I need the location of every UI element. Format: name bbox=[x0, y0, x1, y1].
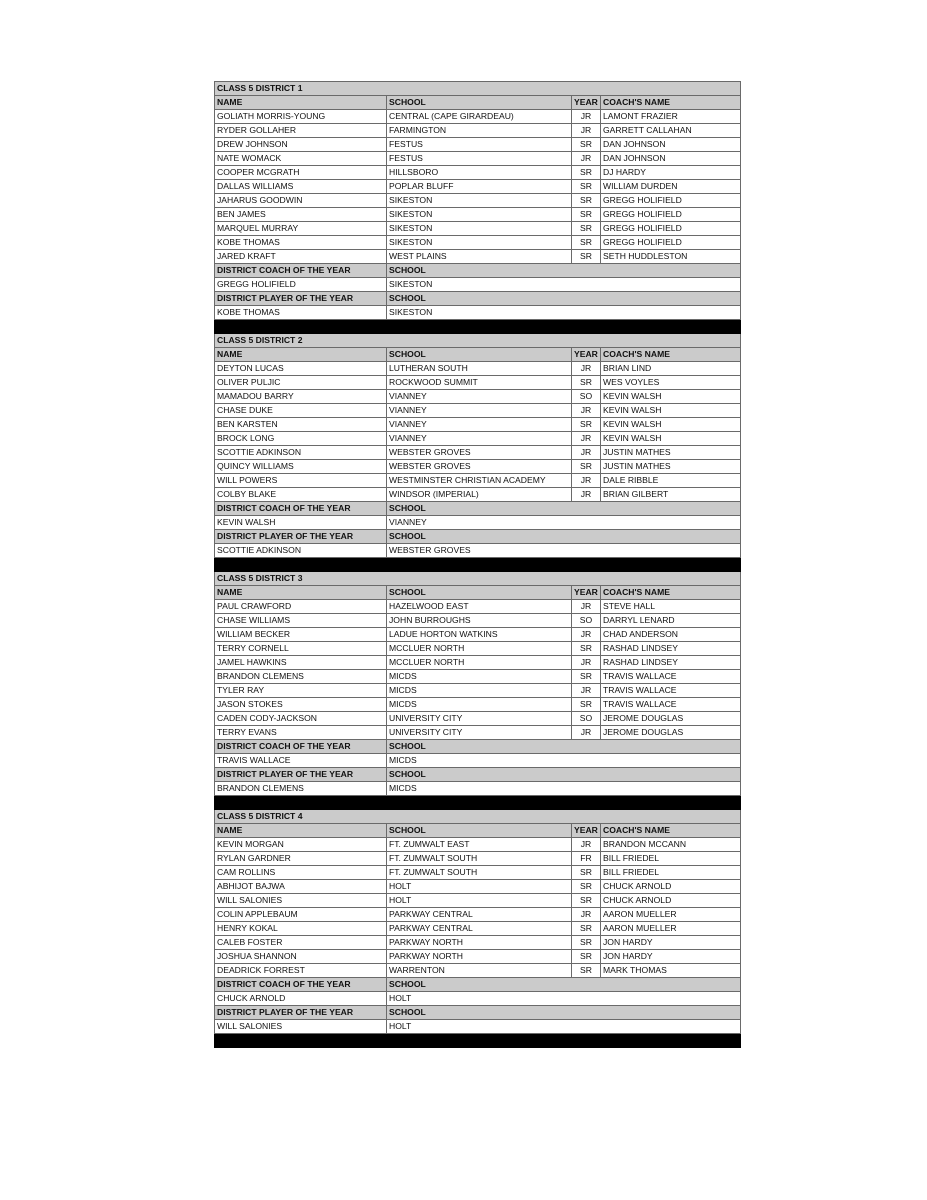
player-coach: SETH HUDDLESTON bbox=[601, 250, 741, 264]
player-name: BROCK LONG bbox=[215, 432, 387, 446]
divider-bar bbox=[215, 796, 741, 810]
coach-of-year-row bbox=[215, 516, 741, 530]
table-row bbox=[215, 964, 741, 978]
player-of-year-row bbox=[215, 1020, 741, 1034]
player-coach: KEVIN WALSH bbox=[601, 432, 741, 446]
table-row bbox=[215, 138, 741, 152]
section-divider bbox=[215, 796, 741, 810]
table-row bbox=[215, 642, 741, 656]
header-year: YEAR bbox=[572, 96, 601, 110]
player-name: CADEN CODY-JACKSON bbox=[215, 712, 387, 726]
player-year: SR bbox=[572, 642, 601, 656]
player-name: KEVIN MORGAN bbox=[215, 838, 387, 852]
player-coach: KEVIN WALSH bbox=[601, 404, 741, 418]
player-school: FESTUS bbox=[387, 138, 572, 152]
player-name: CHASE WILLIAMS bbox=[215, 614, 387, 628]
player-name: COLIN APPLEBAUM bbox=[215, 908, 387, 922]
player-of-year-school: WEBSTER GROVES bbox=[387, 544, 741, 558]
player-school: LUTHERAN SOUTH bbox=[387, 362, 572, 376]
player-name: WILL POWERS bbox=[215, 474, 387, 488]
player-name: WILLIAM BECKER bbox=[215, 628, 387, 642]
player-school: HILLSBORO bbox=[387, 166, 572, 180]
player-year: SR bbox=[572, 698, 601, 712]
table-row bbox=[215, 250, 741, 264]
player-of-year-school: SIKESTON bbox=[387, 306, 741, 320]
player-year: JR bbox=[572, 488, 601, 502]
district-title: CLASS 5 DISTRICT 4 bbox=[215, 810, 741, 824]
player-year: SR bbox=[572, 236, 601, 250]
table-row bbox=[215, 656, 741, 670]
header-year: YEAR bbox=[572, 824, 601, 838]
player-year: SR bbox=[572, 418, 601, 432]
coach-of-year-school: VIANNEY bbox=[387, 516, 741, 530]
coach-of-year-school: MICDS bbox=[387, 754, 741, 768]
player-name: DALLAS WILLIAMS bbox=[215, 180, 387, 194]
player-coach: GREGG HOLIFIELD bbox=[601, 236, 741, 250]
player-name: BEN JAMES bbox=[215, 208, 387, 222]
player-school: PARKWAY NORTH bbox=[387, 936, 572, 950]
coach-of-year-name: GREGG HOLIFIELD bbox=[215, 278, 387, 292]
player-school: HOLT bbox=[387, 894, 572, 908]
player-year: JR bbox=[572, 124, 601, 138]
player-coach: TRAVIS WALLACE bbox=[601, 670, 741, 684]
all-district-document bbox=[214, 81, 740, 1048]
player-name: BEN KARSTEN bbox=[215, 418, 387, 432]
player-school: FT. ZUMWALT EAST bbox=[387, 838, 572, 852]
player-school: ROCKWOOD SUMMIT bbox=[387, 376, 572, 390]
table-row bbox=[215, 908, 741, 922]
section-divider bbox=[215, 320, 741, 334]
player-name: JOSHUA SHANNON bbox=[215, 950, 387, 964]
player-coach: CHAD ANDERSON bbox=[601, 628, 741, 642]
player-school: SIKESTON bbox=[387, 208, 572, 222]
section-divider bbox=[215, 1034, 741, 1048]
table-row bbox=[215, 432, 741, 446]
player-of-year-school-label: SCHOOL bbox=[387, 530, 741, 544]
player-year: SR bbox=[572, 964, 601, 978]
player-year: JR bbox=[572, 446, 601, 460]
table-row bbox=[215, 390, 741, 404]
player-year: SR bbox=[572, 460, 601, 474]
player-year: SR bbox=[572, 866, 601, 880]
player-of-year-school: HOLT bbox=[387, 1020, 741, 1034]
player-name: MAMADOU BARRY bbox=[215, 390, 387, 404]
table-row bbox=[215, 208, 741, 222]
player-coach: JEROME DOUGLAS bbox=[601, 726, 741, 740]
player-year: JR bbox=[572, 628, 601, 642]
coach-of-year-name: KEVIN WALSH bbox=[215, 516, 387, 530]
player-school: PARKWAY NORTH bbox=[387, 950, 572, 964]
coach-of-year-school: SIKESTON bbox=[387, 278, 741, 292]
player-name: JAMEL HAWKINS bbox=[215, 656, 387, 670]
player-coach: RASHAD LINDSEY bbox=[601, 656, 741, 670]
player-year: SR bbox=[572, 376, 601, 390]
player-coach: JUSTIN MATHES bbox=[601, 446, 741, 460]
header-coach: COACH'S NAME bbox=[601, 586, 741, 600]
header-school: SCHOOL bbox=[387, 586, 572, 600]
player-year: JR bbox=[572, 908, 601, 922]
coach-of-year-name: CHUCK ARNOLD bbox=[215, 992, 387, 1006]
player-coach: DALE RIBBLE bbox=[601, 474, 741, 488]
player-year: SO bbox=[572, 614, 601, 628]
table-row bbox=[215, 418, 741, 432]
player-school: WESTMINSTER CHRISTIAN ACADEMY bbox=[387, 474, 572, 488]
coach-of-year-row bbox=[215, 278, 741, 292]
table-row bbox=[215, 110, 741, 124]
column-header-row bbox=[215, 348, 741, 362]
header-name: NAME bbox=[215, 824, 387, 838]
table-row bbox=[215, 446, 741, 460]
player-year: JR bbox=[572, 152, 601, 166]
player-coach: RASHAD LINDSEY bbox=[601, 642, 741, 656]
player-year: SR bbox=[572, 894, 601, 908]
player-coach: STEVE HALL bbox=[601, 600, 741, 614]
player-school: POPLAR BLUFF bbox=[387, 180, 572, 194]
player-year: FR bbox=[572, 852, 601, 866]
player-school: HAZELWOOD EAST bbox=[387, 600, 572, 614]
player-year: SR bbox=[572, 166, 601, 180]
table-row bbox=[215, 180, 741, 194]
player-name: RYDER GOLLAHER bbox=[215, 124, 387, 138]
player-year: SR bbox=[572, 670, 601, 684]
table-row bbox=[215, 922, 741, 936]
player-name: KOBE THOMAS bbox=[215, 236, 387, 250]
header-name: NAME bbox=[215, 586, 387, 600]
header-year: YEAR bbox=[572, 586, 601, 600]
table-row bbox=[215, 852, 741, 866]
divider-bar bbox=[215, 558, 741, 572]
coach-of-year-row bbox=[215, 754, 741, 768]
header-school: SCHOOL bbox=[387, 96, 572, 110]
player-coach: DAN JOHNSON bbox=[601, 152, 741, 166]
header-coach: COACH'S NAME bbox=[601, 348, 741, 362]
player-school: MCCLUER NORTH bbox=[387, 656, 572, 670]
column-header-row bbox=[215, 96, 741, 110]
table-row bbox=[215, 950, 741, 964]
player-year: SR bbox=[572, 194, 601, 208]
player-year: SR bbox=[572, 138, 601, 152]
player-of-year-school-label: SCHOOL bbox=[387, 292, 741, 306]
player-of-year-header-row bbox=[215, 768, 741, 782]
coach-of-year-header-row bbox=[215, 978, 741, 992]
player-school: UNIVERSITY CITY bbox=[387, 726, 572, 740]
player-school: SIKESTON bbox=[387, 222, 572, 236]
table-row bbox=[215, 712, 741, 726]
player-school: WARRENTON bbox=[387, 964, 572, 978]
player-coach: GREGG HOLIFIELD bbox=[601, 208, 741, 222]
district-title-row bbox=[215, 334, 741, 348]
player-name: SCOTTIE ADKINSON bbox=[215, 446, 387, 460]
table-row bbox=[215, 124, 741, 138]
table-row bbox=[215, 404, 741, 418]
player-coach: BILL FRIEDEL bbox=[601, 852, 741, 866]
column-header-row bbox=[215, 586, 741, 600]
player-name: MARQUEL MURRAY bbox=[215, 222, 387, 236]
player-name: COOPER MCGRATH bbox=[215, 166, 387, 180]
coach-of-year-school-label: SCHOOL bbox=[387, 264, 741, 278]
player-school: PARKWAY CENTRAL bbox=[387, 922, 572, 936]
player-coach: GREGG HOLIFIELD bbox=[601, 194, 741, 208]
player-coach: GARRETT CALLAHAN bbox=[601, 124, 741, 138]
player-year: JR bbox=[572, 656, 601, 670]
player-year: SR bbox=[572, 208, 601, 222]
table-row bbox=[215, 222, 741, 236]
player-of-year-row bbox=[215, 306, 741, 320]
player-of-year-header-row bbox=[215, 530, 741, 544]
coach-of-year-row bbox=[215, 992, 741, 1006]
player-name: QUINCY WILLIAMS bbox=[215, 460, 387, 474]
player-year: JR bbox=[572, 684, 601, 698]
player-coach: CHUCK ARNOLD bbox=[601, 880, 741, 894]
player-of-year-label: DISTRICT PLAYER OF THE YEAR bbox=[215, 768, 387, 782]
table-row bbox=[215, 670, 741, 684]
player-school: LADUE HORTON WATKINS bbox=[387, 628, 572, 642]
player-name: JARED KRAFT bbox=[215, 250, 387, 264]
coach-of-year-name: TRAVIS WALLACE bbox=[215, 754, 387, 768]
section-divider bbox=[215, 558, 741, 572]
coach-of-year-school: HOLT bbox=[387, 992, 741, 1006]
table-row bbox=[215, 684, 741, 698]
coach-of-year-header-row bbox=[215, 502, 741, 516]
player-name: CALEB FOSTER bbox=[215, 936, 387, 950]
coach-of-year-label: DISTRICT COACH OF THE YEAR bbox=[215, 264, 387, 278]
player-of-year-header-row bbox=[215, 292, 741, 306]
player-coach: WILLIAM DURDEN bbox=[601, 180, 741, 194]
player-coach: CHUCK ARNOLD bbox=[601, 894, 741, 908]
all-district-table bbox=[214, 81, 741, 1048]
header-year: YEAR bbox=[572, 348, 601, 362]
player-of-year-row bbox=[215, 544, 741, 558]
player-school: WEBSTER GROVES bbox=[387, 446, 572, 460]
player-name: GOLIATH MORRIS-YOUNG bbox=[215, 110, 387, 124]
player-name: CHASE DUKE bbox=[215, 404, 387, 418]
player-coach: AARON MUELLER bbox=[601, 908, 741, 922]
player-of-year-header-row bbox=[215, 1006, 741, 1020]
player-school: SIKESTON bbox=[387, 236, 572, 250]
player-school: CENTRAL (CAPE GIRARDEAU) bbox=[387, 110, 572, 124]
player-school: MICDS bbox=[387, 670, 572, 684]
player-school: JOHN BURROUGHS bbox=[387, 614, 572, 628]
player-of-year-school-label: SCHOOL bbox=[387, 1006, 741, 1020]
player-of-year-row bbox=[215, 782, 741, 796]
player-year: JR bbox=[572, 362, 601, 376]
player-year: SR bbox=[572, 922, 601, 936]
player-school: FT. ZUMWALT SOUTH bbox=[387, 852, 572, 866]
player-school: WEBSTER GROVES bbox=[387, 460, 572, 474]
header-name: NAME bbox=[215, 96, 387, 110]
table-row bbox=[215, 152, 741, 166]
player-name: OLIVER PULJIC bbox=[215, 376, 387, 390]
player-coach: TRAVIS WALLACE bbox=[601, 698, 741, 712]
table-row bbox=[215, 376, 741, 390]
coach-of-year-label: DISTRICT COACH OF THE YEAR bbox=[215, 502, 387, 516]
divider-bar bbox=[215, 320, 741, 334]
coach-of-year-header-row bbox=[215, 740, 741, 754]
player-coach: DAN JOHNSON bbox=[601, 138, 741, 152]
header-coach: COACH'S NAME bbox=[601, 96, 741, 110]
player-coach: DARRYL LENARD bbox=[601, 614, 741, 628]
player-school: VIANNEY bbox=[387, 432, 572, 446]
player-name: TYLER RAY bbox=[215, 684, 387, 698]
table-row bbox=[215, 600, 741, 614]
player-year: JR bbox=[572, 110, 601, 124]
table-row bbox=[215, 936, 741, 950]
player-of-year-school: MICDS bbox=[387, 782, 741, 796]
player-school: MCCLUER NORTH bbox=[387, 642, 572, 656]
player-name: RYLAN GARDNER bbox=[215, 852, 387, 866]
player-of-year-name: WILL SALONIES bbox=[215, 1020, 387, 1034]
player-coach: JEROME DOUGLAS bbox=[601, 712, 741, 726]
player-year: JR bbox=[572, 432, 601, 446]
player-of-year-name: BRANDON CLEMENS bbox=[215, 782, 387, 796]
player-year: JR bbox=[572, 726, 601, 740]
player-name: HENRY KOKAL bbox=[215, 922, 387, 936]
header-school: SCHOOL bbox=[387, 824, 572, 838]
district-title-row bbox=[215, 810, 741, 824]
player-name: ABHIJOT BAJWA bbox=[215, 880, 387, 894]
table-row bbox=[215, 488, 741, 502]
player-of-year-name: SCOTTIE ADKINSON bbox=[215, 544, 387, 558]
player-name: CAM ROLLINS bbox=[215, 866, 387, 880]
player-coach: BRANDON MCCANN bbox=[601, 838, 741, 852]
player-school: VIANNEY bbox=[387, 404, 572, 418]
player-year: JR bbox=[572, 838, 601, 852]
table-row bbox=[215, 698, 741, 712]
player-coach: KEVIN WALSH bbox=[601, 418, 741, 432]
header-coach: COACH'S NAME bbox=[601, 824, 741, 838]
player-of-year-label: DISTRICT PLAYER OF THE YEAR bbox=[215, 292, 387, 306]
table-row bbox=[215, 880, 741, 894]
player-school: WEST PLAINS bbox=[387, 250, 572, 264]
coach-of-year-school-label: SCHOOL bbox=[387, 978, 741, 992]
player-coach: WES VOYLES bbox=[601, 376, 741, 390]
player-coach: KEVIN WALSH bbox=[601, 390, 741, 404]
table-row bbox=[215, 726, 741, 740]
player-school: FARMINGTON bbox=[387, 124, 572, 138]
player-year: SR bbox=[572, 950, 601, 964]
divider-bar bbox=[215, 1034, 741, 1048]
player-year: SR bbox=[572, 180, 601, 194]
player-school: FT. ZUMWALT SOUTH bbox=[387, 866, 572, 880]
coach-of-year-label: DISTRICT COACH OF THE YEAR bbox=[215, 740, 387, 754]
player-coach: BRIAN LIND bbox=[601, 362, 741, 376]
player-school: UNIVERSITY CITY bbox=[387, 712, 572, 726]
player-year: SR bbox=[572, 936, 601, 950]
player-name: TERRY CORNELL bbox=[215, 642, 387, 656]
player-year: JR bbox=[572, 474, 601, 488]
player-coach: GREGG HOLIFIELD bbox=[601, 222, 741, 236]
player-name: BRANDON CLEMENS bbox=[215, 670, 387, 684]
table-row bbox=[215, 362, 741, 376]
player-name: DEYTON LUCAS bbox=[215, 362, 387, 376]
player-school: FESTUS bbox=[387, 152, 572, 166]
district-title: CLASS 5 DISTRICT 2 bbox=[215, 334, 741, 348]
player-coach: JON HARDY bbox=[601, 936, 741, 950]
coach-of-year-school-label: SCHOOL bbox=[387, 502, 741, 516]
district-title-row bbox=[215, 572, 741, 586]
player-year: SR bbox=[572, 250, 601, 264]
player-name: JASON STOKES bbox=[215, 698, 387, 712]
player-coach: BRIAN GILBERT bbox=[601, 488, 741, 502]
player-name: TERRY EVANS bbox=[215, 726, 387, 740]
player-year: SR bbox=[572, 222, 601, 236]
player-name: DEADRICK FORREST bbox=[215, 964, 387, 978]
table-row bbox=[215, 236, 741, 250]
district-title-row bbox=[215, 82, 741, 96]
table-row bbox=[215, 614, 741, 628]
table-row bbox=[215, 194, 741, 208]
player-name: DREW JOHNSON bbox=[215, 138, 387, 152]
player-coach: BILL FRIEDEL bbox=[601, 866, 741, 880]
player-year: SO bbox=[572, 712, 601, 726]
player-coach: JON HARDY bbox=[601, 950, 741, 964]
district-title: CLASS 5 DISTRICT 3 bbox=[215, 572, 741, 586]
player-of-year-label: DISTRICT PLAYER OF THE YEAR bbox=[215, 530, 387, 544]
coach-of-year-label: DISTRICT COACH OF THE YEAR bbox=[215, 978, 387, 992]
player-of-year-school-label: SCHOOL bbox=[387, 768, 741, 782]
player-of-year-name: KOBE THOMAS bbox=[215, 306, 387, 320]
table-row bbox=[215, 628, 741, 642]
player-school: HOLT bbox=[387, 880, 572, 894]
player-coach: JUSTIN MATHES bbox=[601, 460, 741, 474]
header-school: SCHOOL bbox=[387, 348, 572, 362]
player-school: WINDSOR (IMPERIAL) bbox=[387, 488, 572, 502]
column-header-row bbox=[215, 824, 741, 838]
player-coach: MARK THOMAS bbox=[601, 964, 741, 978]
player-coach: DJ HARDY bbox=[601, 166, 741, 180]
player-school: VIANNEY bbox=[387, 390, 572, 404]
player-name: WILL SALONIES bbox=[215, 894, 387, 908]
table-row bbox=[215, 894, 741, 908]
player-school: SIKESTON bbox=[387, 194, 572, 208]
table-row bbox=[215, 166, 741, 180]
player-coach: AARON MUELLER bbox=[601, 922, 741, 936]
player-of-year-label: DISTRICT PLAYER OF THE YEAR bbox=[215, 1006, 387, 1020]
coach-of-year-header-row bbox=[215, 264, 741, 278]
player-year: SO bbox=[572, 390, 601, 404]
player-year: JR bbox=[572, 600, 601, 614]
player-school: VIANNEY bbox=[387, 418, 572, 432]
table-row bbox=[215, 866, 741, 880]
player-name: PAUL CRAWFORD bbox=[215, 600, 387, 614]
table-row bbox=[215, 474, 741, 488]
player-name: JAHARUS GOODWIN bbox=[215, 194, 387, 208]
player-coach: TRAVIS WALLACE bbox=[601, 684, 741, 698]
header-name: NAME bbox=[215, 348, 387, 362]
table-row bbox=[215, 460, 741, 474]
player-name: NATE WOMACK bbox=[215, 152, 387, 166]
player-coach: LAMONT FRAZIER bbox=[601, 110, 741, 124]
player-school: PARKWAY CENTRAL bbox=[387, 908, 572, 922]
coach-of-year-school-label: SCHOOL bbox=[387, 740, 741, 754]
district-title: CLASS 5 DISTRICT 1 bbox=[215, 82, 741, 96]
player-name: COLBY BLAKE bbox=[215, 488, 387, 502]
player-year: JR bbox=[572, 404, 601, 418]
table-row bbox=[215, 838, 741, 852]
player-year: SR bbox=[572, 880, 601, 894]
player-school: MICDS bbox=[387, 698, 572, 712]
player-school: MICDS bbox=[387, 684, 572, 698]
